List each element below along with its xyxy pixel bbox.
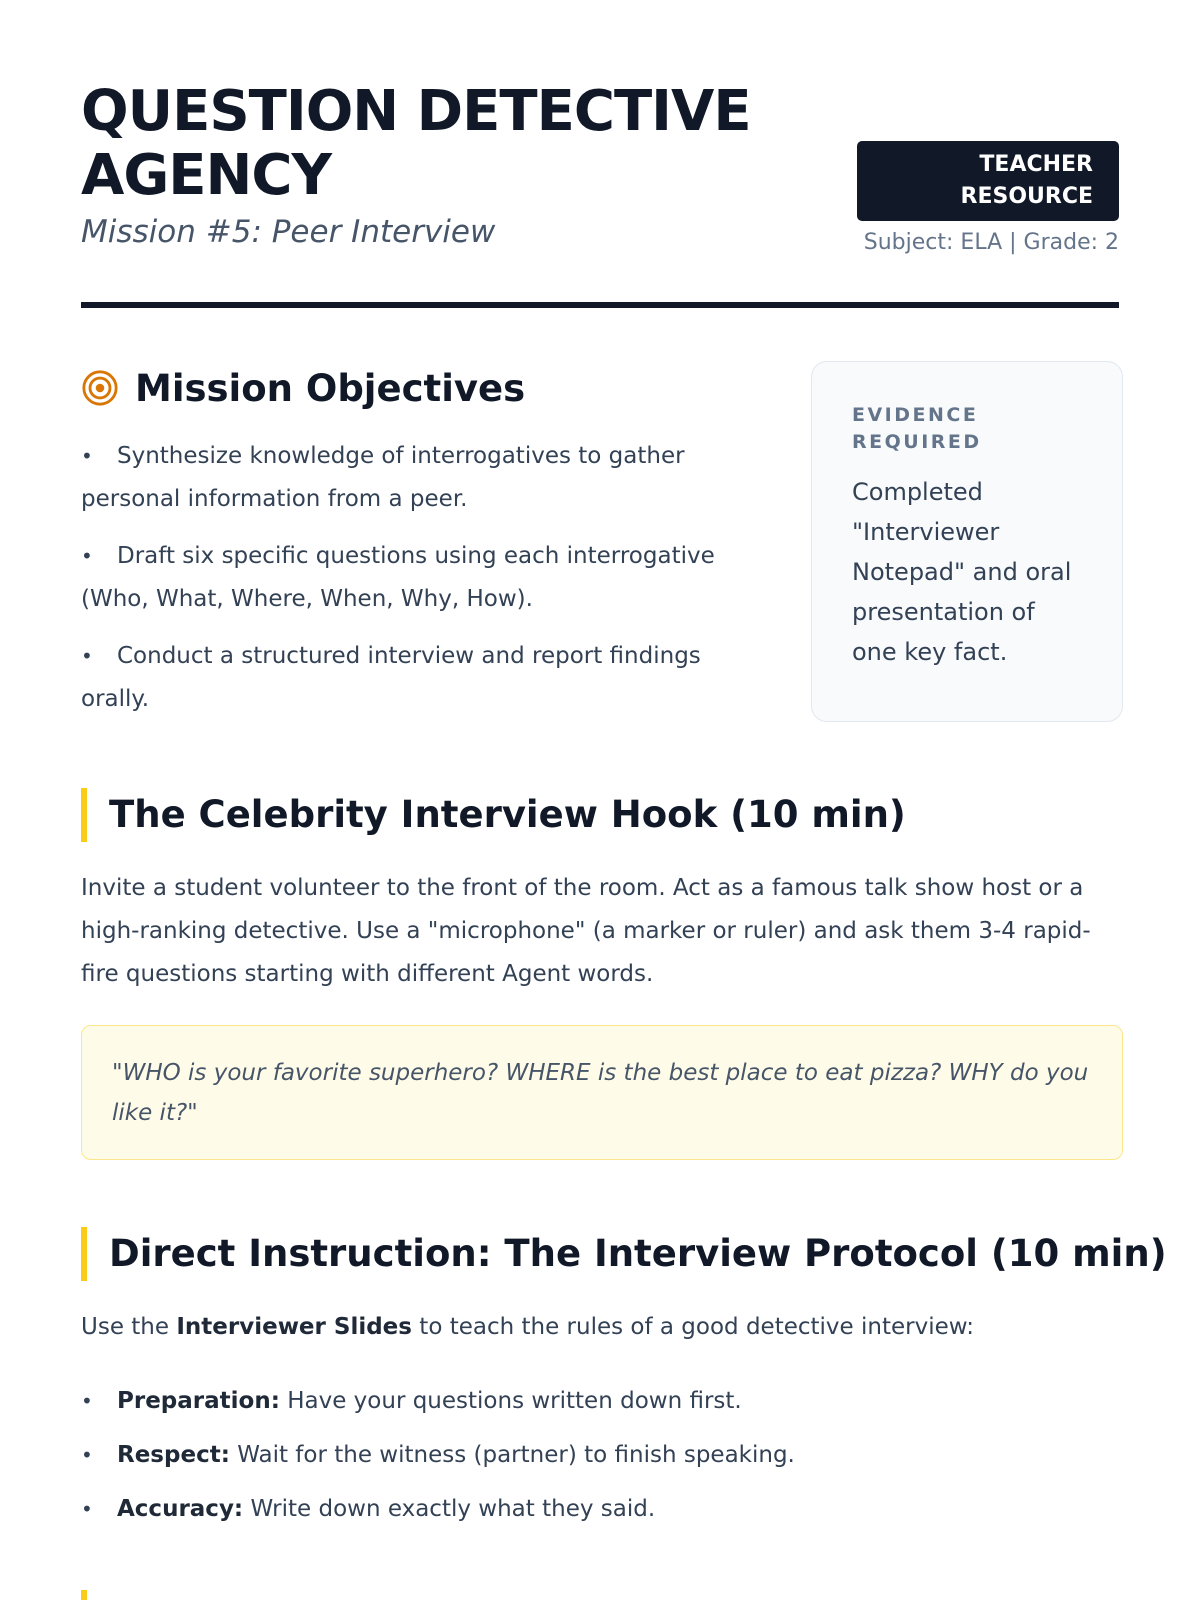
intro-text: to teach the rules of a good detective interview: [411,1314,975,1340]
mission-subtitle: Mission #5: Peer Interview [81,214,496,250]
objectives-list [81,435,741,721]
mission-objectives-section [81,362,741,735]
rule-text: Write down exactly what they said. [243,1496,656,1522]
list-item [81,635,741,721]
intro-bold-text: Interviewer Slides [176,1314,412,1340]
rule-text: Have your questions written down first. [279,1388,742,1414]
list-item [81,1374,1123,1428]
hook-section-title: The Celebrity Interview Hook (10 min) [81,788,906,842]
next-section-accent-bar [81,1590,87,1600]
hook-body: Invite a student volunteer to the front of the room. Act as a famous talk show host or a high-ranking detective. Use a "microphone" (a marker or ruler) and ask them 3-4 rapid-fire questions starting with different Agent words. [81,875,1091,987]
bullet-icon: • [81,644,93,668]
objective-text: Draft six specific questions using each interrogative (Who, What, Where, When, Why, How). [81,543,715,612]
list-item [81,435,741,521]
bullet-icon: • [81,1389,93,1413]
page-title: QUESTION DETECTIVE AGENCY [81,79,751,208]
page-header [81,80,1119,308]
subject-grade-label: Subject: ELA | Grade: 2 [863,230,1119,255]
instruction-section-title: Direct Instruction: The Interview Protocol (10 min) [81,1227,1167,1281]
rule-term: Accuracy: [117,1496,244,1522]
rule-term: Preparation: [117,1388,280,1414]
teacher-resource-badge: TEACHER RESOURCE [857,141,1119,221]
objective-text: Synthesize knowledge of interrogatives to gather personal information from a peer. [81,443,685,512]
objectives-heading [81,362,741,414]
bullet-icon: • [81,544,93,568]
rule-term: Respect: [117,1442,230,1468]
bullet-icon: • [81,444,93,468]
intro-text: Use the [81,1314,177,1340]
instruction-intro [81,1306,1123,1349]
list-item [81,1482,1123,1536]
objectives-title: Mission Objectives [135,366,526,410]
list-item [81,535,741,621]
interview-rules-list [81,1374,1123,1536]
target-icon [81,369,119,407]
evidence-label: EVIDENCE REQUIRED [852,404,982,453]
rule-text: Wait for the witness (partner) to finish speaking. [229,1442,795,1468]
list-item [81,1428,1123,1482]
evidence-card [811,361,1123,722]
hook-quote: "WHO is your favorite superhero? WHERE is the best place to eat pizza? WHY do you like it?" [81,1025,1123,1160]
objective-text: Conduct a structured interview and report findings orally. [81,643,701,712]
evidence-text: Completed "Interviewer Notepad" and oral presentation of one key fact. [852,478,1072,666]
bullet-icon: • [81,1443,93,1467]
bullet-icon: • [81,1497,93,1521]
